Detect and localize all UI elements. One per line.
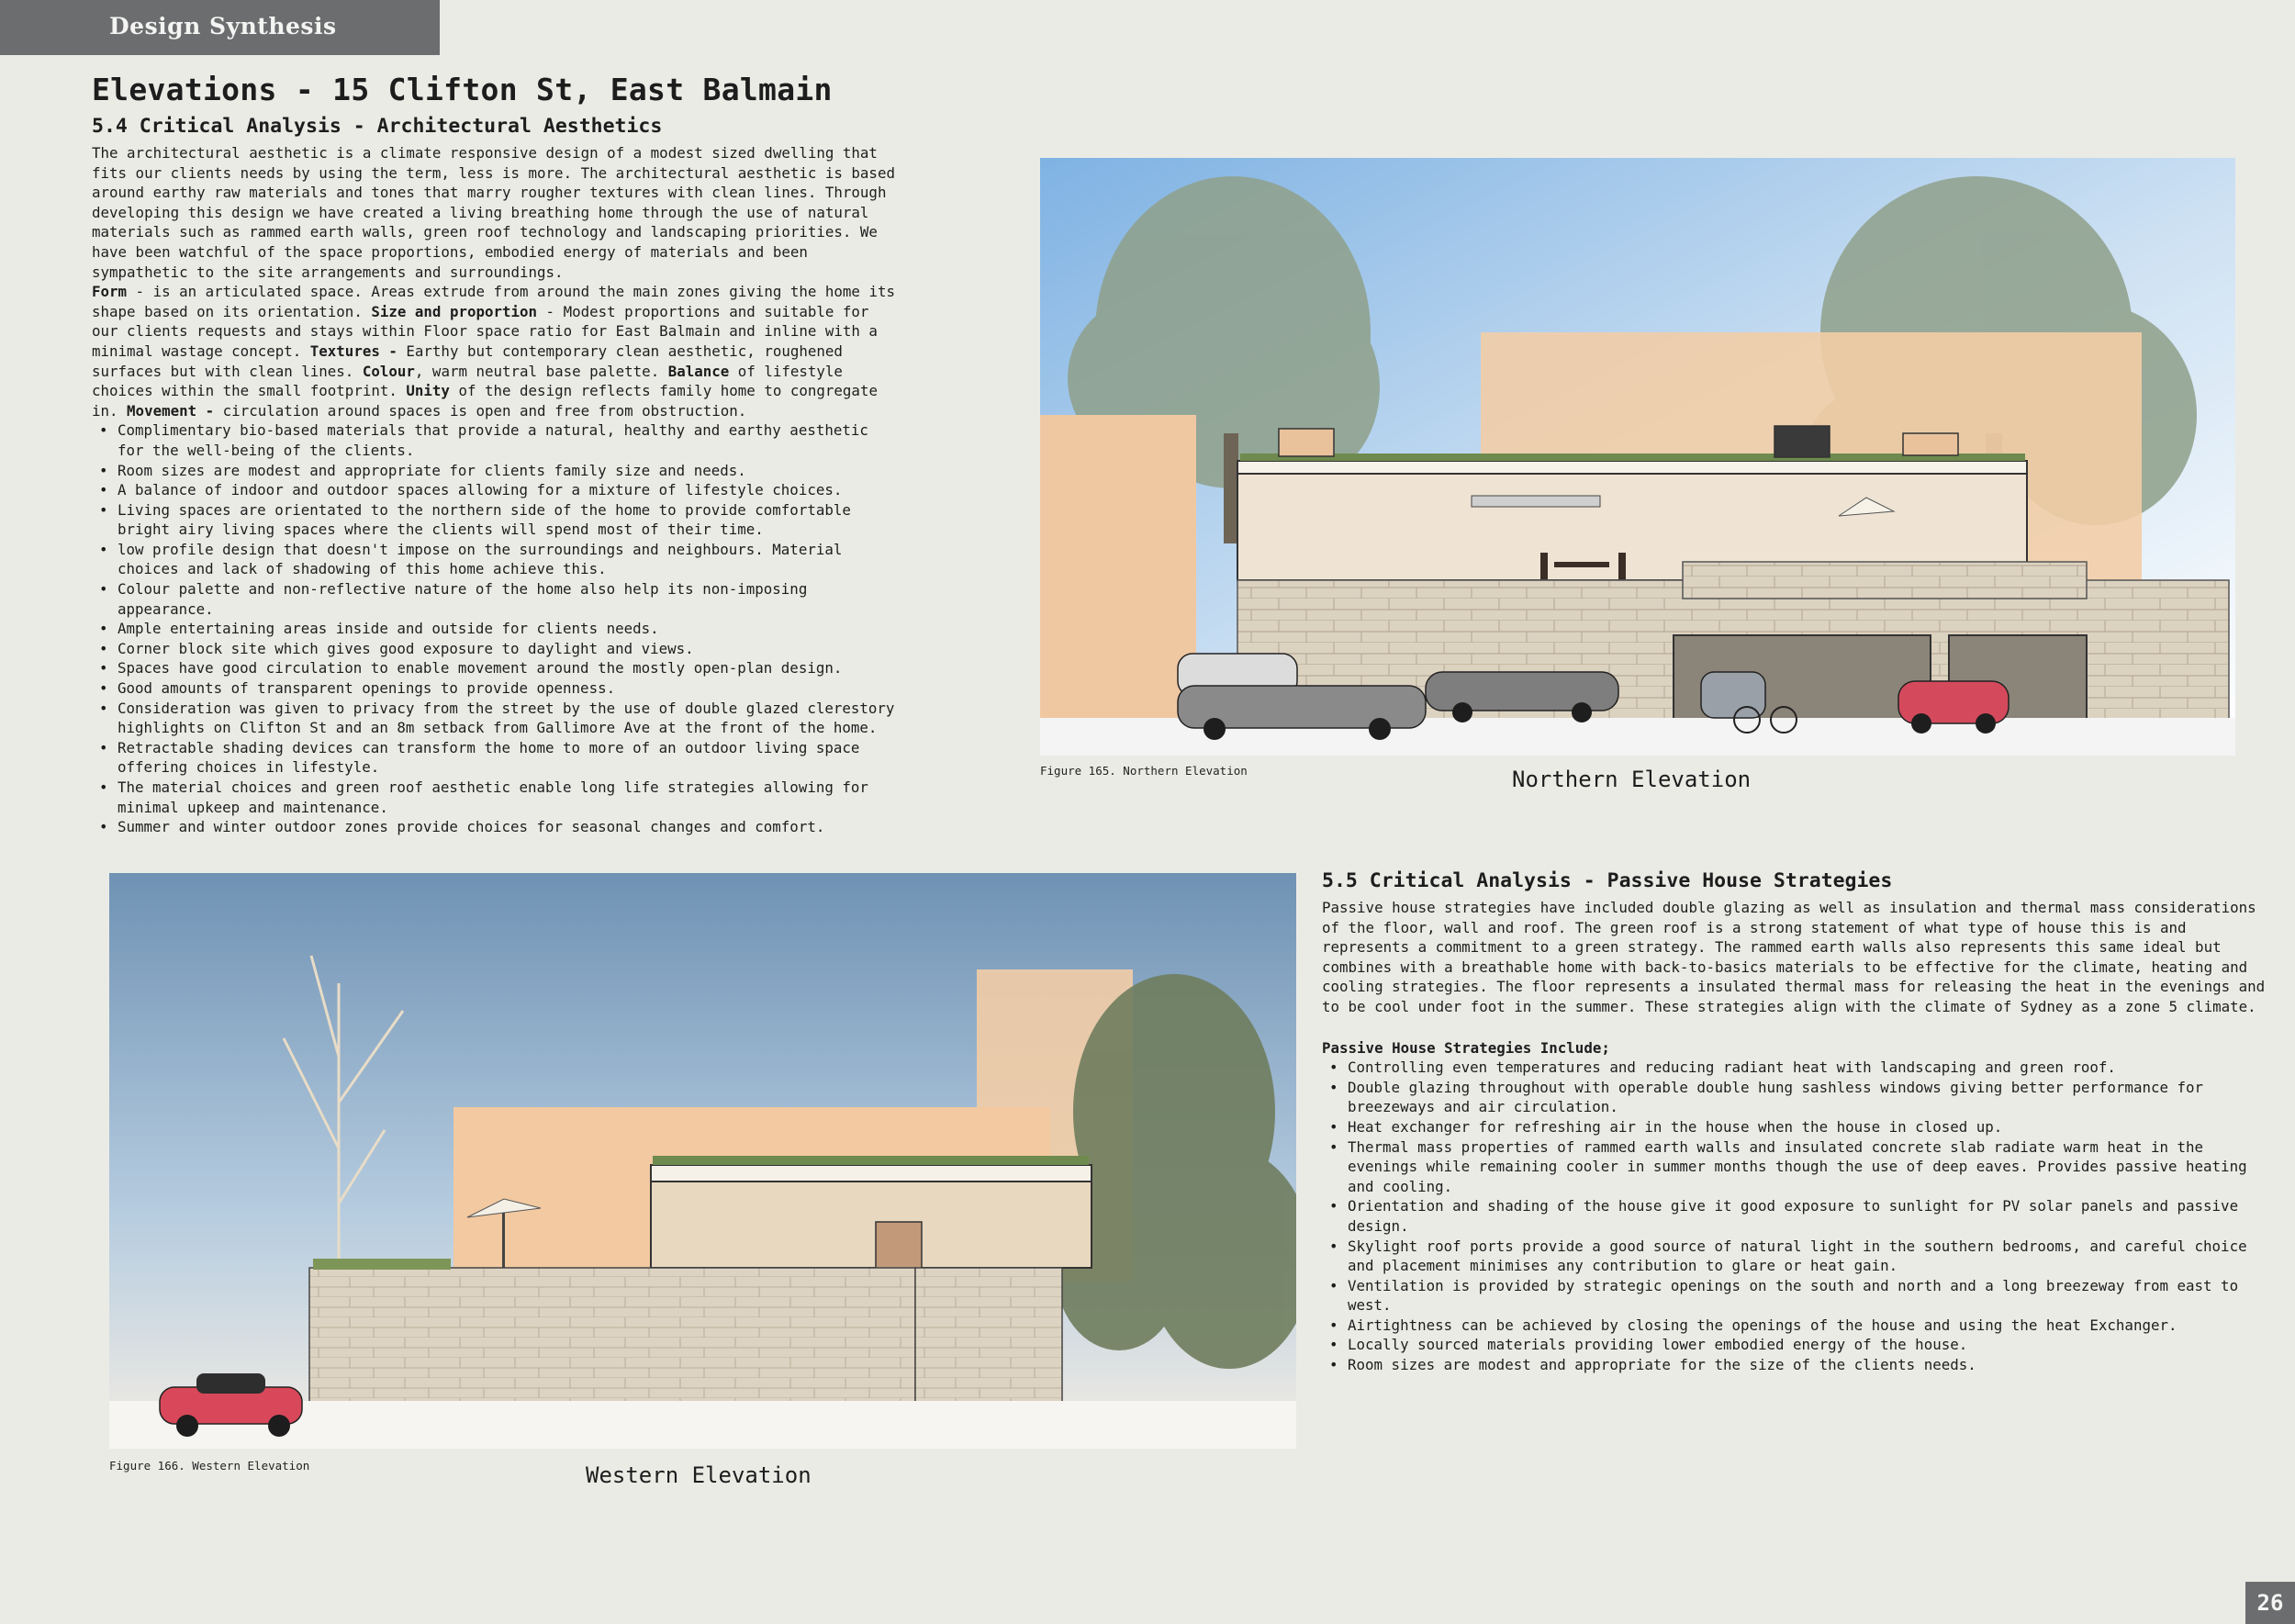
passive-paragraph: Passive house strategies have included double glazing as well as insulation and thermal mass considerations of the floor, wall and roof. The green roof is a strong statement of what type of house this is and represents a commitment to a green strategy. The rammed earth walls also represents this same ideal but combines with a breathable home with back-to-basics materials to be effective for the climate, heating and cooling strategies. The floor represents a insulated thermal mass for releasing the heat in the evenings and to be cool under foot in the summer. These strategies align with the climate of Sydney as a zone 5 climate. bbox=[1322, 899, 2266, 1015]
list-item: • Room sizes are modest and appropriate for clients family size and needs. bbox=[92, 461, 900, 481]
northern-elevation-image bbox=[1040, 158, 2235, 756]
list-item: • Thermal mass properties of rammed earth walls and insulated concrete slab radiate warm heat in the evenings while remaining cooler in summer months though the use of deep eaves. Provides passive heating and cooling. bbox=[1322, 1137, 2277, 1197]
unity-label: Unity bbox=[406, 382, 450, 400]
colour-label: Colour bbox=[362, 362, 415, 380]
north-elevation-label: Northern Elevation bbox=[1512, 767, 1752, 792]
list-item: • Colour palette and non-reflective nature of the home also help its non-imposing appearance. bbox=[92, 579, 900, 619]
textures-text: Earthy but contemporary clean aesthetic, roughened surfaces but with clean lines. bbox=[92, 342, 843, 380]
western-elevation-image bbox=[109, 873, 1296, 1449]
passive-section bbox=[1322, 869, 2277, 1375]
aesthetics-paragraph bbox=[92, 143, 900, 420]
list-item: • Ventilation is provided by strategic openings on the south and north and a long breezeway from east to west. bbox=[1322, 1276, 2277, 1316]
list-item: • Locally sourced materials providing lower embodied energy of the house. bbox=[1322, 1335, 2277, 1355]
list-item: • Living spaces are orientated to the northern side of the home to provide comfortable bright airy living spaces where the clients will spend most of their time. bbox=[92, 500, 900, 540]
list-item: • Complimentary bio-based materials that provide a natural, healthy and earthy aesthetic for the well-being of the clients. bbox=[92, 420, 900, 460]
movement-text: circulation around spaces is open and free from obstruction. bbox=[214, 401, 747, 420]
list-item: • The material choices and green roof aesthetic enable long life strategies allowing for minimal upkeep and maintenance. bbox=[92, 778, 900, 817]
intro-text: The architectural aesthetic is a climate responsive design of a modest sized dwelling that fits our clients needs by using the term, less is more. The architectural aesthetic is based around earthy raw materials and tones that marry rougher textures with clean lines. Through developing this design we have created a living breathing home through the use of natural materials such as rammed earth walls, green roof technology and landscaping priorities. We have been watchful of the space proportions, embodied energy of materials and been sympathetic to the site arrangements and surroundings. bbox=[92, 144, 895, 281]
list-item: • Good amounts of transparent openings to provide openness. bbox=[92, 678, 900, 699]
list-item: • Airtightness can be achieved by closing the openings of the house and using the heat Exchanger. bbox=[1322, 1316, 2277, 1336]
aesthetics-heading: 5.4 Critical Analysis - Architectural Aesthetics bbox=[92, 115, 663, 138]
list-item: • Consideration was given to privacy from the street by the use of double glazed clerestory highlights on Clifton St and an 8m setback from Gallimore Ave at the front of the home. bbox=[92, 699, 900, 738]
list-item: • Retractable shading devices can transform the home to more of an outdoor living space offering choices in lifestyle. bbox=[92, 738, 900, 778]
list-item: • Skylight roof ports provide a good source of natural light in the southern bedrooms, and careful choice and placement minimises any contribution to glare or heat gain. bbox=[1322, 1237, 2277, 1276]
form-text: - is an articulated space. Areas extrude from around the main zones giving the home its shape based on its orientation. bbox=[92, 283, 895, 320]
balance-text: of lifestyle choices within the small footprint. bbox=[92, 362, 843, 400]
list-item: • Double glazing throughout with operable double hung sashless windows giving better performance for breezeways and air circulation. bbox=[1322, 1078, 2277, 1117]
size-label: Size and proportion bbox=[371, 302, 538, 320]
list-item: • Spaces have good circulation to enable movement around the mostly open-plan design. bbox=[92, 658, 900, 678]
list-item: • Ample entertaining areas inside and outside for clients needs. bbox=[92, 619, 900, 639]
list-item: • low profile design that doesn't impose on the surroundings and neighbours. Material choices and lack of shadowing of this home achieve this. bbox=[92, 540, 900, 579]
strategies-bullet-list bbox=[1322, 1058, 2277, 1375]
west-elevation-label: Western Elevation bbox=[586, 1462, 812, 1488]
list-item: • Summer and winter outdoor zones provide choices for seasonal changes and comfort. bbox=[92, 817, 900, 837]
movement-label: Movement - bbox=[127, 401, 215, 420]
aesthetics-section bbox=[92, 115, 900, 837]
colour-text: , warm neutral base palette. bbox=[414, 362, 668, 380]
list-item: • Heat exchanger for refreshing air in the house when the house in closed up. bbox=[1322, 1117, 2277, 1137]
unity-text: of the design reflects family home to congregate in. bbox=[92, 382, 878, 420]
list-item: • Controlling even temperatures and reducing radiant heat with landscaping and green roof. bbox=[1322, 1058, 2277, 1078]
page-title: Elevations - 15 Clifton St, East Balmain bbox=[92, 72, 833, 107]
page-number: 26 bbox=[2245, 1582, 2295, 1624]
list-item: • Corner block site which gives good exposure to daylight and views. bbox=[92, 639, 900, 659]
northern-elevation-drawing bbox=[1040, 158, 2235, 756]
north-figure-caption: Figure 165. Northern Elevation bbox=[1040, 764, 1248, 778]
passive-heading: 5.5 Critical Analysis - Passive House Strategies bbox=[1322, 869, 1893, 892]
list-item: • Orientation and shading of the house give it good exposure to sunlight for PV solar panels and passive design. bbox=[1322, 1196, 2277, 1236]
form-label: Form bbox=[92, 283, 128, 301]
western-elevation-drawing bbox=[109, 873, 1296, 1449]
list-item: • Room sizes are modest and appropriate for the size of the clients needs. bbox=[1322, 1355, 2277, 1375]
section-tab: Design Synthesis bbox=[0, 0, 440, 55]
strategies-heading: Passive House Strategies Include; bbox=[1322, 1038, 1610, 1057]
balance-label: Balance bbox=[667, 362, 730, 380]
west-figure-caption: Figure 166. Western Elevation bbox=[109, 1459, 310, 1473]
size-text: - Modest proportions and suitable for our clients requests and stays within Floor space ratio for East Balmain and inline with a minimal wastage concept. bbox=[92, 302, 878, 360]
aesthetics-bullet-list bbox=[92, 420, 900, 836]
textures-label: Textures - bbox=[309, 342, 397, 360]
list-item: • A balance of indoor and outdoor spaces allowing for a mixture of lifestyle choices. bbox=[92, 480, 900, 500]
